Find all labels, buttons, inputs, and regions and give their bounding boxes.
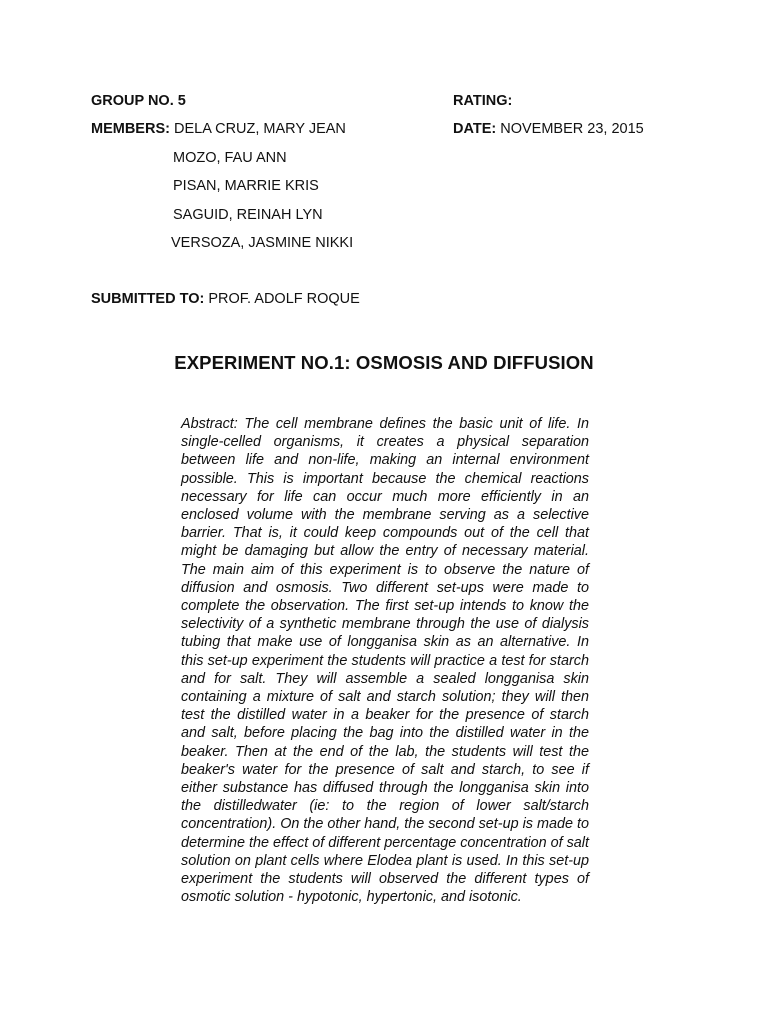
members-line — [91, 120, 346, 138]
experiment-title: EXPERIMENT NO.1: OSMOSIS AND DIFFUSION — [174, 352, 594, 373]
date-label: DATE: — [453, 121, 497, 137]
members-label: MEMBERS: — [91, 121, 170, 137]
member-name: DELA CRUZ, MARY JEAN — [173, 121, 346, 137]
member-name: VERSOZA, JASMINE NIKKI — [171, 235, 354, 251]
abstract-paragraph: Abstract: The cell membrane defines the basic unit of life. In single-celled organisms, it creates a physical separation between life and non-life, making an internal environment possible. This is important because the chemical reactions necessary for life can occur much more efficiently in an enclosed volume with the membrane serving as a selective barrier. That is, it could keep compounds out of the cell that might be damaging but allow the entry of necessary material. The main aim of this experiment is to observe the nature of diffusion and osmosis. Two different set-ups were made to complete the observation. The first set-up intends to know the selectivity of a synthetic membrane through the use of dialysis tubing that make use of longganisa skin as an alternative. In this set-up experiment the students will practice a test for starch and for salt. They will assemble a sealed longganisa skin containing a mixture of salt and starch solution; they will then test the distilled water in a beaker for the presence of starch and salt, before placing the bag into the distilled water in the beaker. Then at the end of the lab, the students will test the beaker's water for the presence of salt and starch, to see if either substance has diffused through the longganisa skin into the distilledwater (ie: to the region of lower salt/starch concentration). On the other hand, the second set-up is made to determine the effect of different percentage concentration of salt solution on plant cells where Elodea plant is used. In this set-up experiment the students will observed the different types of osmotic solution - hypotonic, hypertonic, and isotonic. — [181, 416, 589, 906]
member-name: PISAN, MARRIE KRIS — [173, 178, 319, 194]
submitted-value: PROF. ADOLF ROQUE — [208, 291, 360, 307]
date-value: NOVEMBER 23, 2015 — [500, 121, 644, 137]
date-line — [453, 120, 644, 138]
submitted-line — [91, 290, 360, 308]
group-number: GROUP NO. 5 — [91, 93, 186, 109]
member-name: SAGUID, REINAH LYN — [173, 207, 323, 223]
rating-label: RATING: — [453, 93, 513, 109]
submitted-label: SUBMITTED TO: — [91, 291, 205, 307]
member-name: MOZO, FAU ANN — [173, 150, 287, 166]
